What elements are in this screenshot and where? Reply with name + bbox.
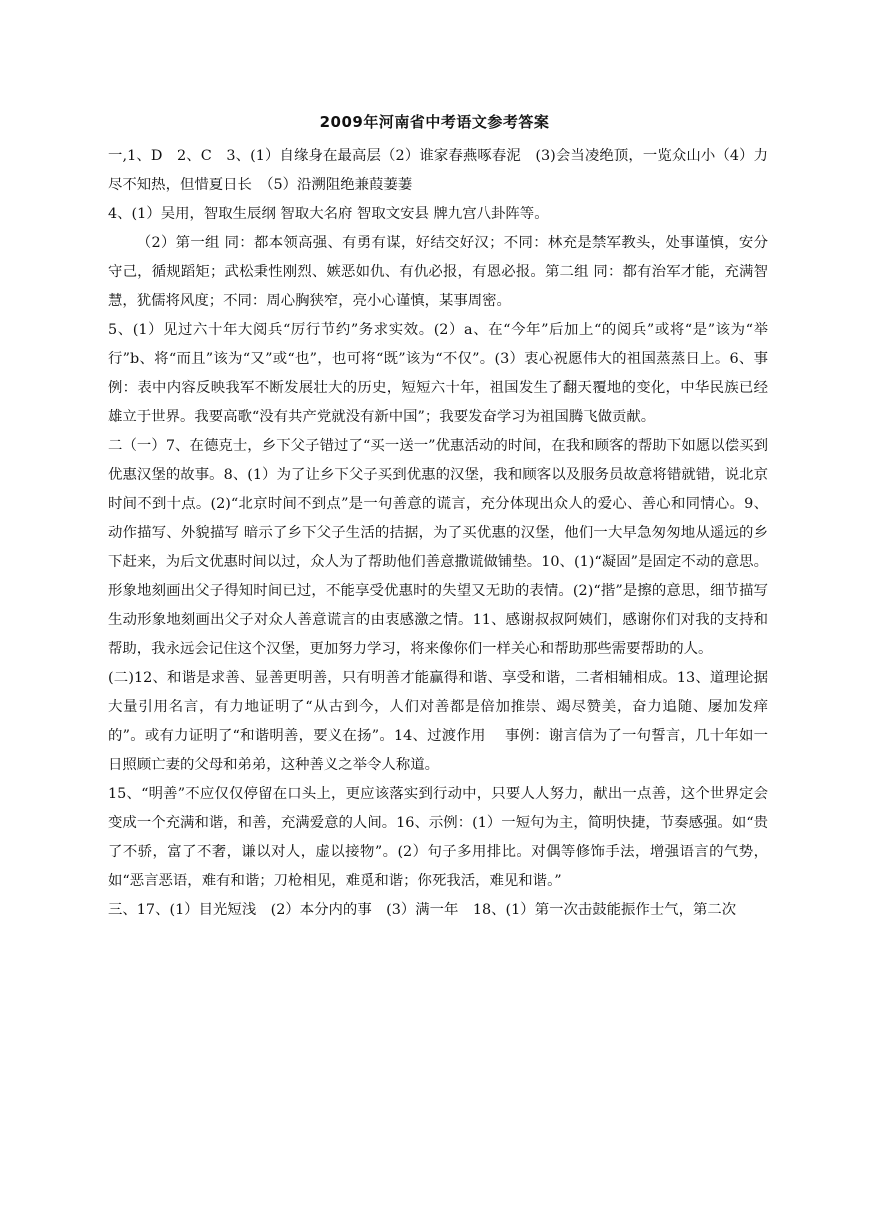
answer-paragraph-8: 三、17、(1）目光短浅 (2）本分内的事 (3）满一年 18、(1）第一次击鼓能振作士气，第二次 [108,902,737,918]
answer-paragraph-1: 一,1、D 2、C 3、(1）自缘身在最高层（2）谁家春燕啄春泥 (3)会当凌绝顶，一览众山小（4）力尽不知热，但惜夏日长 （5）沿溯阻绝兼葭萋萋 [108,148,768,193]
answer-paragraph-4: 5、(1）见过六十年大阅兵“厉行节约”务求实效。(2）a、在“今年”后加上“的阅兵”或将“是”该为“举行”b、将“而且”该为“又”或“也”，也可将“既”该为“不仅”。(3）衷心祝愿伟大的祖国蒸蒸日上。6、事例：表中内容反映我军不断发展壮大的历史，短短六十年，祖国发生了翻天覆地的变化，中华民族已经雄立于世界。我要高歌“没有共产党就没有新中国”；我要发奋学习为祖国腾飞做贡献。 [108,322,768,425]
answer-paragraph-5: 二（一）7、在德克士，乡下父子错过了“买一送一”优惠活动的时间，在我和顾客的帮助下如愿以偿买到优惠汉堡的故事。8、(1）为了让乡下父子买到优惠的汉堡，我和顾客以及服务员故意将错就错，说北京时间不到十点。(2)“北京时间不到点”是一句善意的谎言，充分体现出众人的爱心、善心和同情心。9、动作描写、外貌描写 暗示了乡下父子生活的拮据，为了买优惠的汉堡，他们一大早急匆匆地从遥远的乡下赶来，为后文优惠时间以过，众人为了帮助他们善意撒谎做铺垫。10、(1)“凝固”是固定不动的意思。形象地刻画出父子得知时间已过，不能享受优惠时的失望又无助的表情。(2)“揩”是擦的意思，细节描写生动形象地刻画出父子对众人善意谎言的由衷感激之情。11、感谢叔叔阿姨们，感谢你们对我的支持和帮助，我永远会记住这个汉堡，更加努力学习，将来像你们一样关心和帮助那些需要帮助的人。 [108,438,768,657]
answer-paragraph-7: 15、“明善”不应仅仅停留在口头上，更应该落实到行动中，只要人人努力，献出一点善，这个世界定会变成一个充满和谐，和善，充满爱意的人间。16、示例：(1）一短句为主，简明快捷，节奏感强。如“贵了不骄，富了不奢，谦以对人，虚以接物”。(2）句子多用排比。对偶等修饰手法，增强语言的气势，如“恶言恶语，难有和谐；刀枪相见，难觅和谐；你死我活，难见和谐。” [108,786,768,889]
answer-body [108,142,768,925]
answer-paragraph-3: （2）第一组 同：都本领高强、有勇有谋，好结交好汉；不同：林充是禁军教头，处事谨慎，安分守己，循规蹈矩；武松秉性刚烈、嫉恶如仇、有仇必报，有恩必报。第二组 同：都有治军才能，充满智慧，犹儒将风度；不同：周心胸狭窄，亮小心谨慎，某事周密。 [108,235,768,309]
answer-paragraph-6: (二)12、和谐是求善、显善更明善，只有明善才能赢得和谐、享受和谐，二者相辅相成。13、道理论据 大量引用名言，有力地证明了“从古到今，人们对善都是倍加推崇、竭尽赞美，奋力追随、屡加发痒的”。或有力证明了“和谐明善，要义在扬”。14、过渡作用 事例：谢言信为了一句誓言，几十年如一日照顾亡妻的父母和弟弟，这种善义之举令人称道。 [108,670,768,773]
document-title: 2009年河南省中考语文参考答案 [319,113,550,131]
answer-paragraph-2: 4、(1）吴用，智取生辰纲 智取大名府 智取文安县 牌九宫八卦阵等。 [108,206,549,222]
